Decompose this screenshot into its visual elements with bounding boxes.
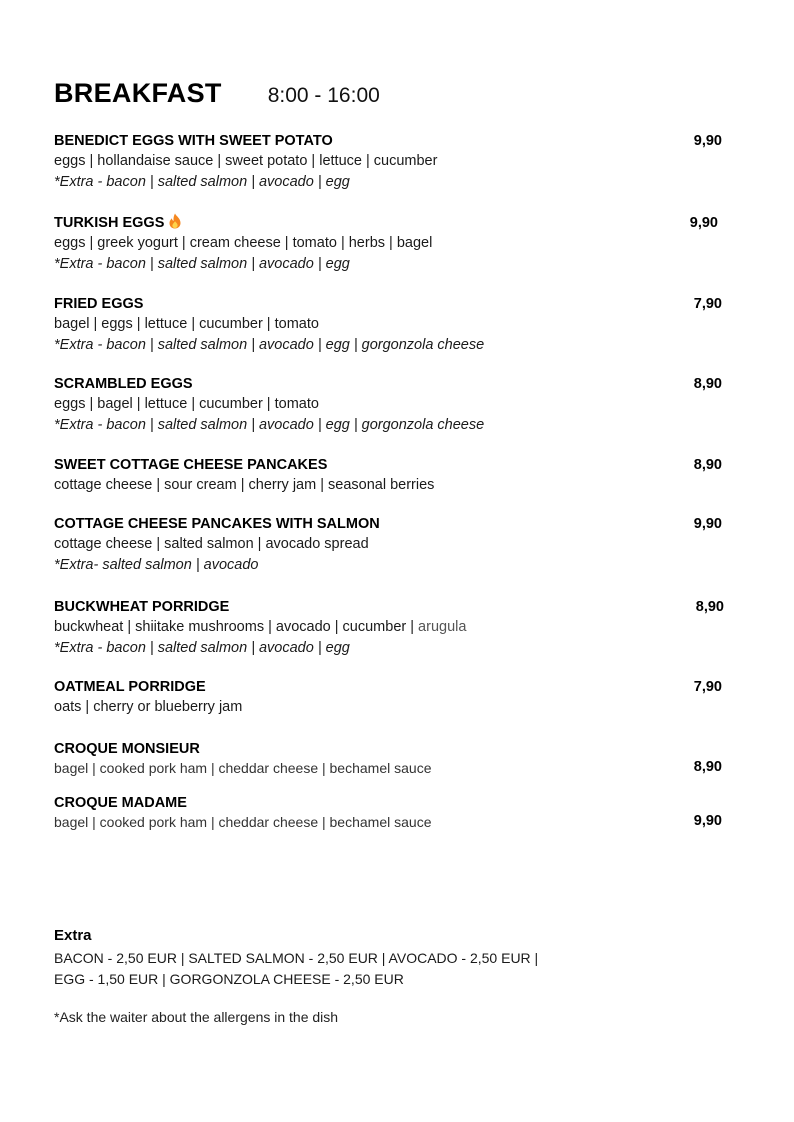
item-description: cottage cheese | salted salmon | avocado spread bbox=[54, 536, 369, 552]
menu-item-scrambled-eggs bbox=[54, 374, 744, 436]
item-description: buckwheat | shiitake mushrooms | avocado | cucumber | bbox=[54, 619, 415, 635]
item-price: 7,90 bbox=[693, 679, 722, 695]
menu-header bbox=[54, 78, 380, 109]
menu-item-buckwheat-porridge bbox=[54, 597, 744, 659]
item-description-extra: arugula bbox=[418, 619, 467, 635]
menu-item-croque-madame bbox=[54, 793, 744, 831]
item-price: 8,90 bbox=[693, 759, 722, 775]
item-price: 8,90 bbox=[693, 457, 722, 473]
item-name: OATMEAL PORRIDGE bbox=[54, 679, 206, 695]
item-extras: *Extra - bacon | salted salmon | avocado | egg bbox=[54, 256, 350, 272]
item-price: 9,90 bbox=[689, 215, 718, 231]
menu-item-turkish-eggs bbox=[54, 213, 744, 275]
fire-icon bbox=[168, 213, 182, 229]
item-name: COTTAGE CHEESE PANCAKES WITH SALMON bbox=[54, 516, 380, 532]
item-description: bagel | eggs | lettuce | cucumber | tomato bbox=[54, 316, 319, 332]
menu-page bbox=[54, 0, 744, 1122]
item-description-row bbox=[54, 617, 744, 638]
opening-hours: 8:00 - 16:00 bbox=[267, 84, 380, 107]
item-extras: *Extra - bacon | salted salmon | avocado | egg | gorgonzola cheese bbox=[54, 337, 485, 353]
item-name: SCRAMBLED EGGS bbox=[54, 376, 193, 392]
item-extras: *Extra- salted salmon | avocado bbox=[54, 557, 259, 573]
item-name: CROQUE MADAME bbox=[54, 795, 187, 811]
extras-heading: Extra bbox=[54, 927, 92, 944]
menu-title: BREAKFAST bbox=[54, 78, 222, 108]
item-name-row bbox=[54, 213, 744, 233]
extras-line-2: EGG - 1,50 EUR | GORGONZOLA CHEESE - 2,50 EUR bbox=[54, 971, 404, 987]
item-name: BUCKWHEAT PORRIDGE bbox=[54, 599, 230, 615]
item-description: bagel | cooked pork ham | cheddar cheese | bechamel sauce bbox=[54, 760, 432, 776]
menu-item-fried-eggs bbox=[54, 294, 744, 356]
menu-item-croque-monsieur bbox=[54, 739, 744, 777]
item-description: cottage cheese | sour cream | cherry jam | seasonal berries bbox=[54, 477, 435, 493]
item-price: 8,90 bbox=[693, 376, 722, 392]
item-name: BENEDICT EGGS WITH SWEET POTATO bbox=[54, 133, 333, 149]
extras-price-list bbox=[54, 926, 744, 990]
allergen-note: *Ask the waiter about the allergens in the dish bbox=[54, 1009, 339, 1025]
item-price: 9,90 bbox=[693, 813, 722, 829]
item-extras: *Extra - bacon | salted salmon | avocado | egg bbox=[54, 640, 350, 656]
item-price: 7,90 bbox=[693, 296, 722, 312]
item-name: TURKISH EGGS bbox=[54, 215, 165, 231]
item-price: 9,90 bbox=[693, 516, 722, 532]
extras-line-1: BACON - 2,50 EUR | SALTED SALMON - 2,50 EUR | AVOCADO - 2,50 EUR | bbox=[54, 950, 539, 966]
item-name: CROQUE MONSIEUR bbox=[54, 741, 200, 757]
menu-item-salmon-pancakes bbox=[54, 514, 744, 576]
menu-item-sweet-pancakes bbox=[54, 455, 744, 496]
menu-item-benedict-eggs bbox=[54, 131, 744, 193]
item-name: SWEET COTTAGE CHEESE PANCAKES bbox=[54, 457, 328, 473]
item-description: bagel | cooked pork ham | cheddar cheese | bechamel sauce bbox=[54, 814, 432, 830]
item-description: oats | cherry or blueberry jam bbox=[54, 699, 243, 715]
item-description: eggs | greek yogurt | cream cheese | tomato | herbs | bagel bbox=[54, 235, 433, 251]
item-extras: *Extra - bacon | salted salmon | avocado | egg bbox=[54, 174, 350, 190]
item-price: 8,90 bbox=[695, 599, 724, 615]
item-description: eggs | bagel | lettuce | cucumber | tomato bbox=[54, 396, 319, 412]
item-name: FRIED EGGS bbox=[54, 296, 144, 312]
item-extras: *Extra - bacon | salted salmon | avocado | egg | gorgonzola cheese bbox=[54, 417, 485, 433]
menu-item-oatmeal-porridge bbox=[54, 677, 744, 718]
item-price: 9,90 bbox=[693, 133, 722, 149]
item-description: eggs | hollandaise sauce | sweet potato | lettuce | cucumber bbox=[54, 153, 438, 169]
